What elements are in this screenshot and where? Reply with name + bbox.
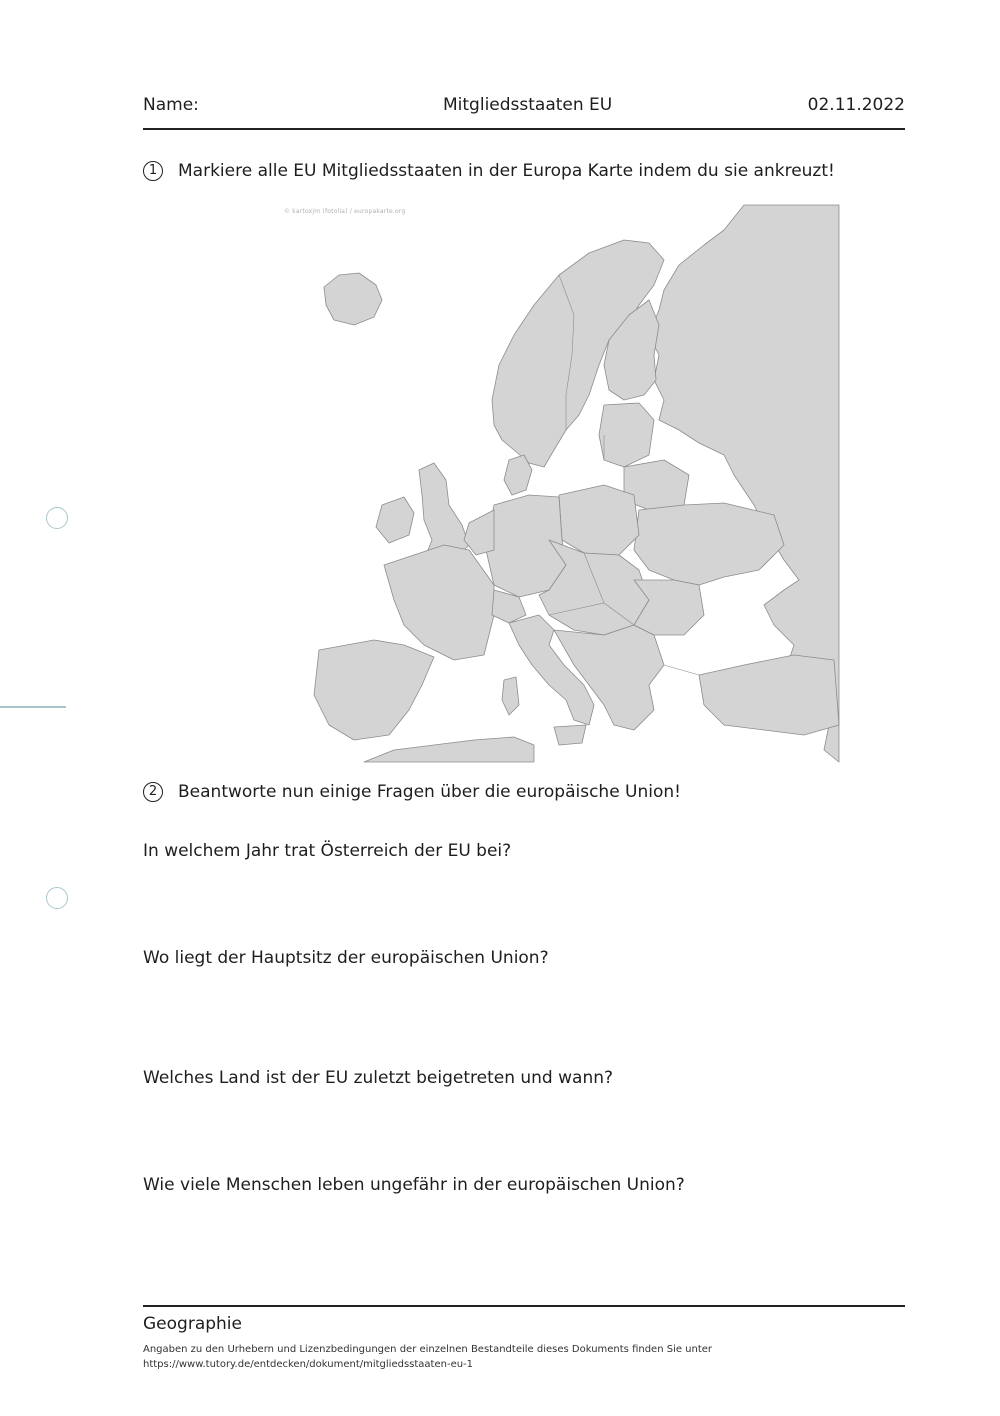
- punch-hole-bottom: [46, 887, 68, 909]
- task-number-1: 1: [143, 161, 163, 181]
- task-2: [143, 782, 681, 802]
- question-2: Wo liegt der Hauptsitz der europäischen Union?: [143, 948, 549, 968]
- poland: [559, 485, 639, 555]
- fold-mark: [0, 706, 66, 708]
- benelux: [464, 510, 494, 555]
- task-number-2: 2: [143, 782, 163, 802]
- map-credit: © kartoxjm (fotolia) / europakarte.org: [284, 208, 406, 215]
- baltics: [599, 403, 654, 467]
- task-1-text: Markiere alle EU Mitgliedsstaaten in der Europa Karte indem du sie ankreuzt!: [178, 161, 835, 181]
- page-title: Mitgliedsstaaten EU: [443, 95, 613, 115]
- turkey: [699, 655, 839, 735]
- legal-notice: Angaben zu den Urhebern und Lizenzbedingungen der einzelnen Bestandteile dieses Dokuments finden Sie unter: [143, 1344, 713, 1355]
- europe-map-graphic: [304, 205, 839, 762]
- ireland: [376, 497, 414, 543]
- sardinia: [502, 677, 519, 715]
- subject-label: Geographie: [143, 1314, 242, 1334]
- sicily: [554, 725, 586, 745]
- romania: [634, 580, 704, 635]
- date: 02.11.2022: [807, 95, 905, 115]
- iberia: [314, 640, 434, 740]
- europe-map[interactable]: [284, 205, 839, 762]
- iceland: [324, 273, 382, 325]
- punch-hole-top: [46, 507, 68, 529]
- question-3: Welches Land ist der EU zuletzt beigetreten und wann?: [143, 1068, 614, 1088]
- north-africa: [364, 737, 534, 762]
- footer-rule: [143, 1305, 905, 1307]
- task-1: [143, 161, 835, 181]
- ukraine: [634, 503, 784, 585]
- france: [384, 545, 494, 660]
- document-link[interactable]: https://www.tutory.de/entdecken/dokument/mitgliedsstaaten-eu-1: [143, 1359, 474, 1370]
- name-label: Name:: [143, 95, 199, 115]
- header-rule: [143, 128, 905, 130]
- task-2-text: Beantworte nun einige Fragen über die europäische Union!: [178, 782, 681, 802]
- question-4: Wie viele Menschen leben ungefähr in der europäischen Union?: [143, 1175, 685, 1195]
- question-1: In welchem Jahr trat Österreich der EU bei?: [143, 841, 512, 861]
